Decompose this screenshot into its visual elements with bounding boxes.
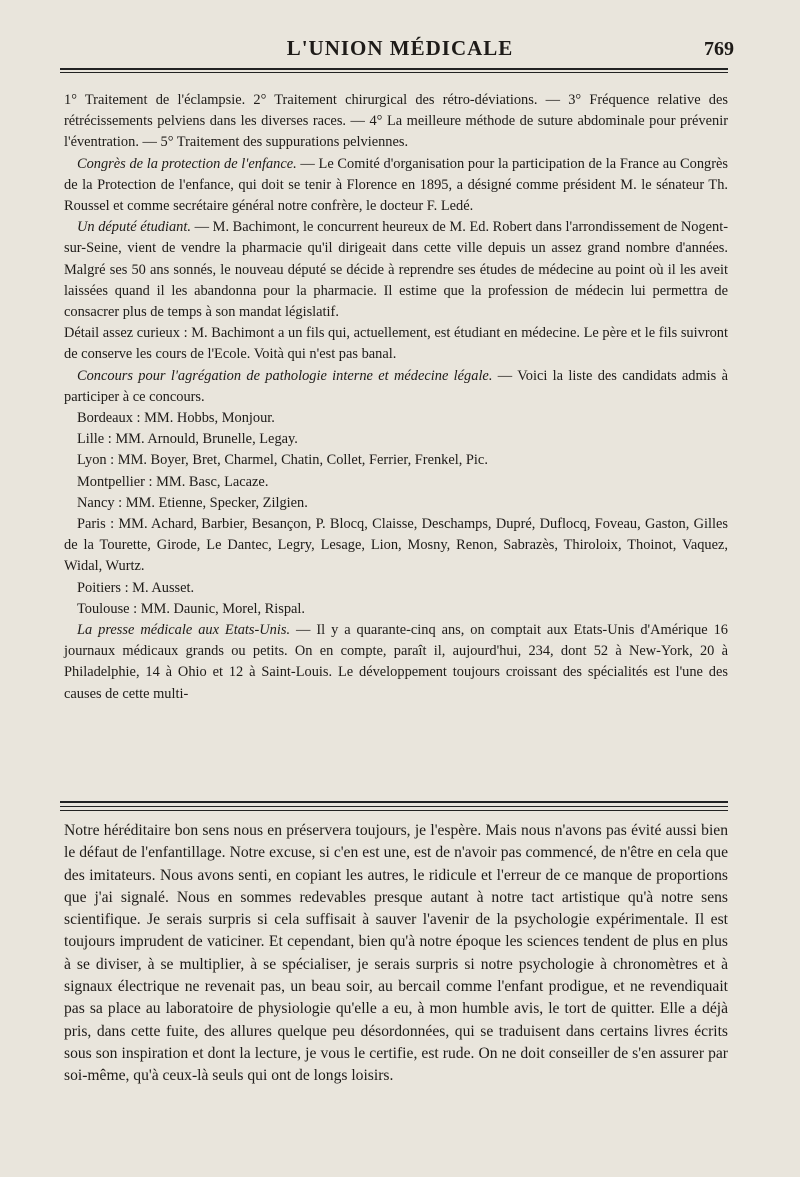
feuilleton-rule xyxy=(60,801,728,803)
feuilleton-column xyxy=(64,820,728,1088)
paragraph-congres: Congrès de la protection de l'enfance. — Le Comité d'organisation pour la participation de la France au Congrès de la Protection de l'enfance, qui doit se tenir à Florence en 1895, a désigné comme président M. le sénateur Th. Roussel et comme secrétaire général notre confrère, le docteur F. Ledé. xyxy=(64,155,728,215)
candidate-line: Montpellier : MM. Basc, Lacaze. xyxy=(77,473,269,490)
candidate-line: Nancy : MM. Etienne, Specker, Zilgien. xyxy=(77,494,308,511)
header-rule-thin xyxy=(60,72,728,73)
header-rule xyxy=(60,68,728,70)
candidate-line-paris: Paris : MM. Achard, Barbier, Besançon, P. Blocq, Claisse, Deschamps, Dupré, Duflocq, Foveau, Gaston, Gilles de la Tourette, Girode, Le Dantec, Legry, Lesage, Lion, Mosny, Renon, Sabrazès, Thiroloix, Thoinot, Vaquez, Widal, Wurtz. xyxy=(64,516,728,575)
running-head xyxy=(0,34,800,64)
feuilleton-rule-thin xyxy=(60,806,728,807)
candidate-line: Toulouse : MM. Daunic, Morel, Rispal. xyxy=(77,600,306,617)
paragraph-presse: La presse médicale aux Etats-Unis. — Il y a quarante-cinq ans, on comptait aux Etats-Unis d'Amérique 16 journaux médicaux grands ou petits. On en compte, paraît il, aujourd'hui, 234, dont 52 à New-York, 20 à Philadelphie, 14 à Ohio et 12 à Saint-Louis. Le développement toujours croissant des spécialités est l'une des causes de cette multi- xyxy=(64,622,728,702)
candidate-line: Poitiers : M. Ausset. xyxy=(77,579,195,596)
paragraph-depute: Un député étudiant. — M. Bachimont, le concurrent heureux de M. Ed. Robert dans l'arrondissement de Nogent-sur-Seine, vient de vendre la pharmacie qu'il dirigeait dans cette ville depuis un assez grand nombre d'années. Malgré ses 50 ans sonnés, le nouveau député se décide à reprendre ses études de médecine au point où il les aveit laissées quand il les abandonna pour la pharmacie. Il estime que la profession de médecin lui permettra de consacrer plus de temps à son mandat législatif. xyxy=(64,219,728,321)
candidate-line: Lille : MM. Arnould, Brunelle, Legay. xyxy=(77,431,298,448)
paragraph-detail: Détail assez curieux : M. Bachimont a un fils qui, actuellement, est étudiant en médecine. Le père et le fils suivront de conserve les cours de l'Ecole. Voità qui n'est pas banal. xyxy=(64,325,728,363)
page-number: 769 xyxy=(704,38,734,60)
rubric-title: Congrès de la protection de l'enfance. xyxy=(77,155,297,172)
candidate-line: Bordeaux : MM. Hobbs, Monjour. xyxy=(77,410,275,427)
candidate-line: Lyon : MM. Boyer, Bret, Charmel, Chatin, Collet, Ferrier, Frenkel, Pic. xyxy=(77,452,488,469)
feuilleton-rule-thin-2 xyxy=(60,810,728,811)
paragraph-1: 1° Traitement de l'éclampsie. 2° Traitement chirurgical des rétro-déviations. — 3° Fréquence relative des rétrécissements pelviens dans les diverses races. — 4° La meilleure méthode de suture abdominale pour prévenir l'éventration. — 5° Traitement des suppurations pelviennes. xyxy=(64,92,728,151)
rubric-title: La presse médicale aux Etats-Unis. xyxy=(77,622,291,639)
paragraph-concours: Concours pour l'agrégation de pathologie interne et médecine légale. — Voici la liste des candidats admis à participer à ce concours. xyxy=(64,367,729,405)
rubric-title: Concours pour l'agrégation de pathologie interne et médecine légale. xyxy=(77,367,493,384)
news-column xyxy=(64,90,728,705)
feuilleton-paragraph: Notre héréditaire bon sens nous en préservera toujours, je l'espère. Mais nous n'avons pas évité aussi bien le défaut de l'enfantillage. Notre excuse, si c'en est une, est de n'avoir pas commencé, de n'être en cela que des imitateurs. Nous avons senti, en copiant les autres, le ridicule et l'erreur de ce manque de proportions que j'ai signalé. Nous en sommes redevables presque autant à notre tact artistique qu'à notre sens scientifique. Je serais surpris si cela suffisait à sauver l'avenir de la psychologie expérimentale. Il est toujours imprudent de vaticiner. Et cependant, bien qu'à notre époque les sciences tendent de plus en plus à se diviser, à se multiplier, à se spécialiser, je serais surpris si notre psychologie à chronomètres et à signaux électrique ne revenait pas, un beau soir, au bercail comme l'enfant prodigue, et ne revendiquait pas sa place au laboratoire de physiologie qu'elle a eu, à mon humble avis, le tort de quitter. Elle a déjà pris, dans cette fuite, des allures quelque peu désordonnées, qui se traduisent dans certains livres écrits sous son inspiration et dont la lecture, je vous le certifie, est rude. On ne doit conseiller de s'en assurer par soi-même, qu'à ceux-là seuls qui ont de longs loisirs. xyxy=(64,822,728,1085)
rubric-title: Un député étudiant. xyxy=(77,219,191,236)
journal-title: L'UNION MÉDICALE xyxy=(286,36,514,60)
